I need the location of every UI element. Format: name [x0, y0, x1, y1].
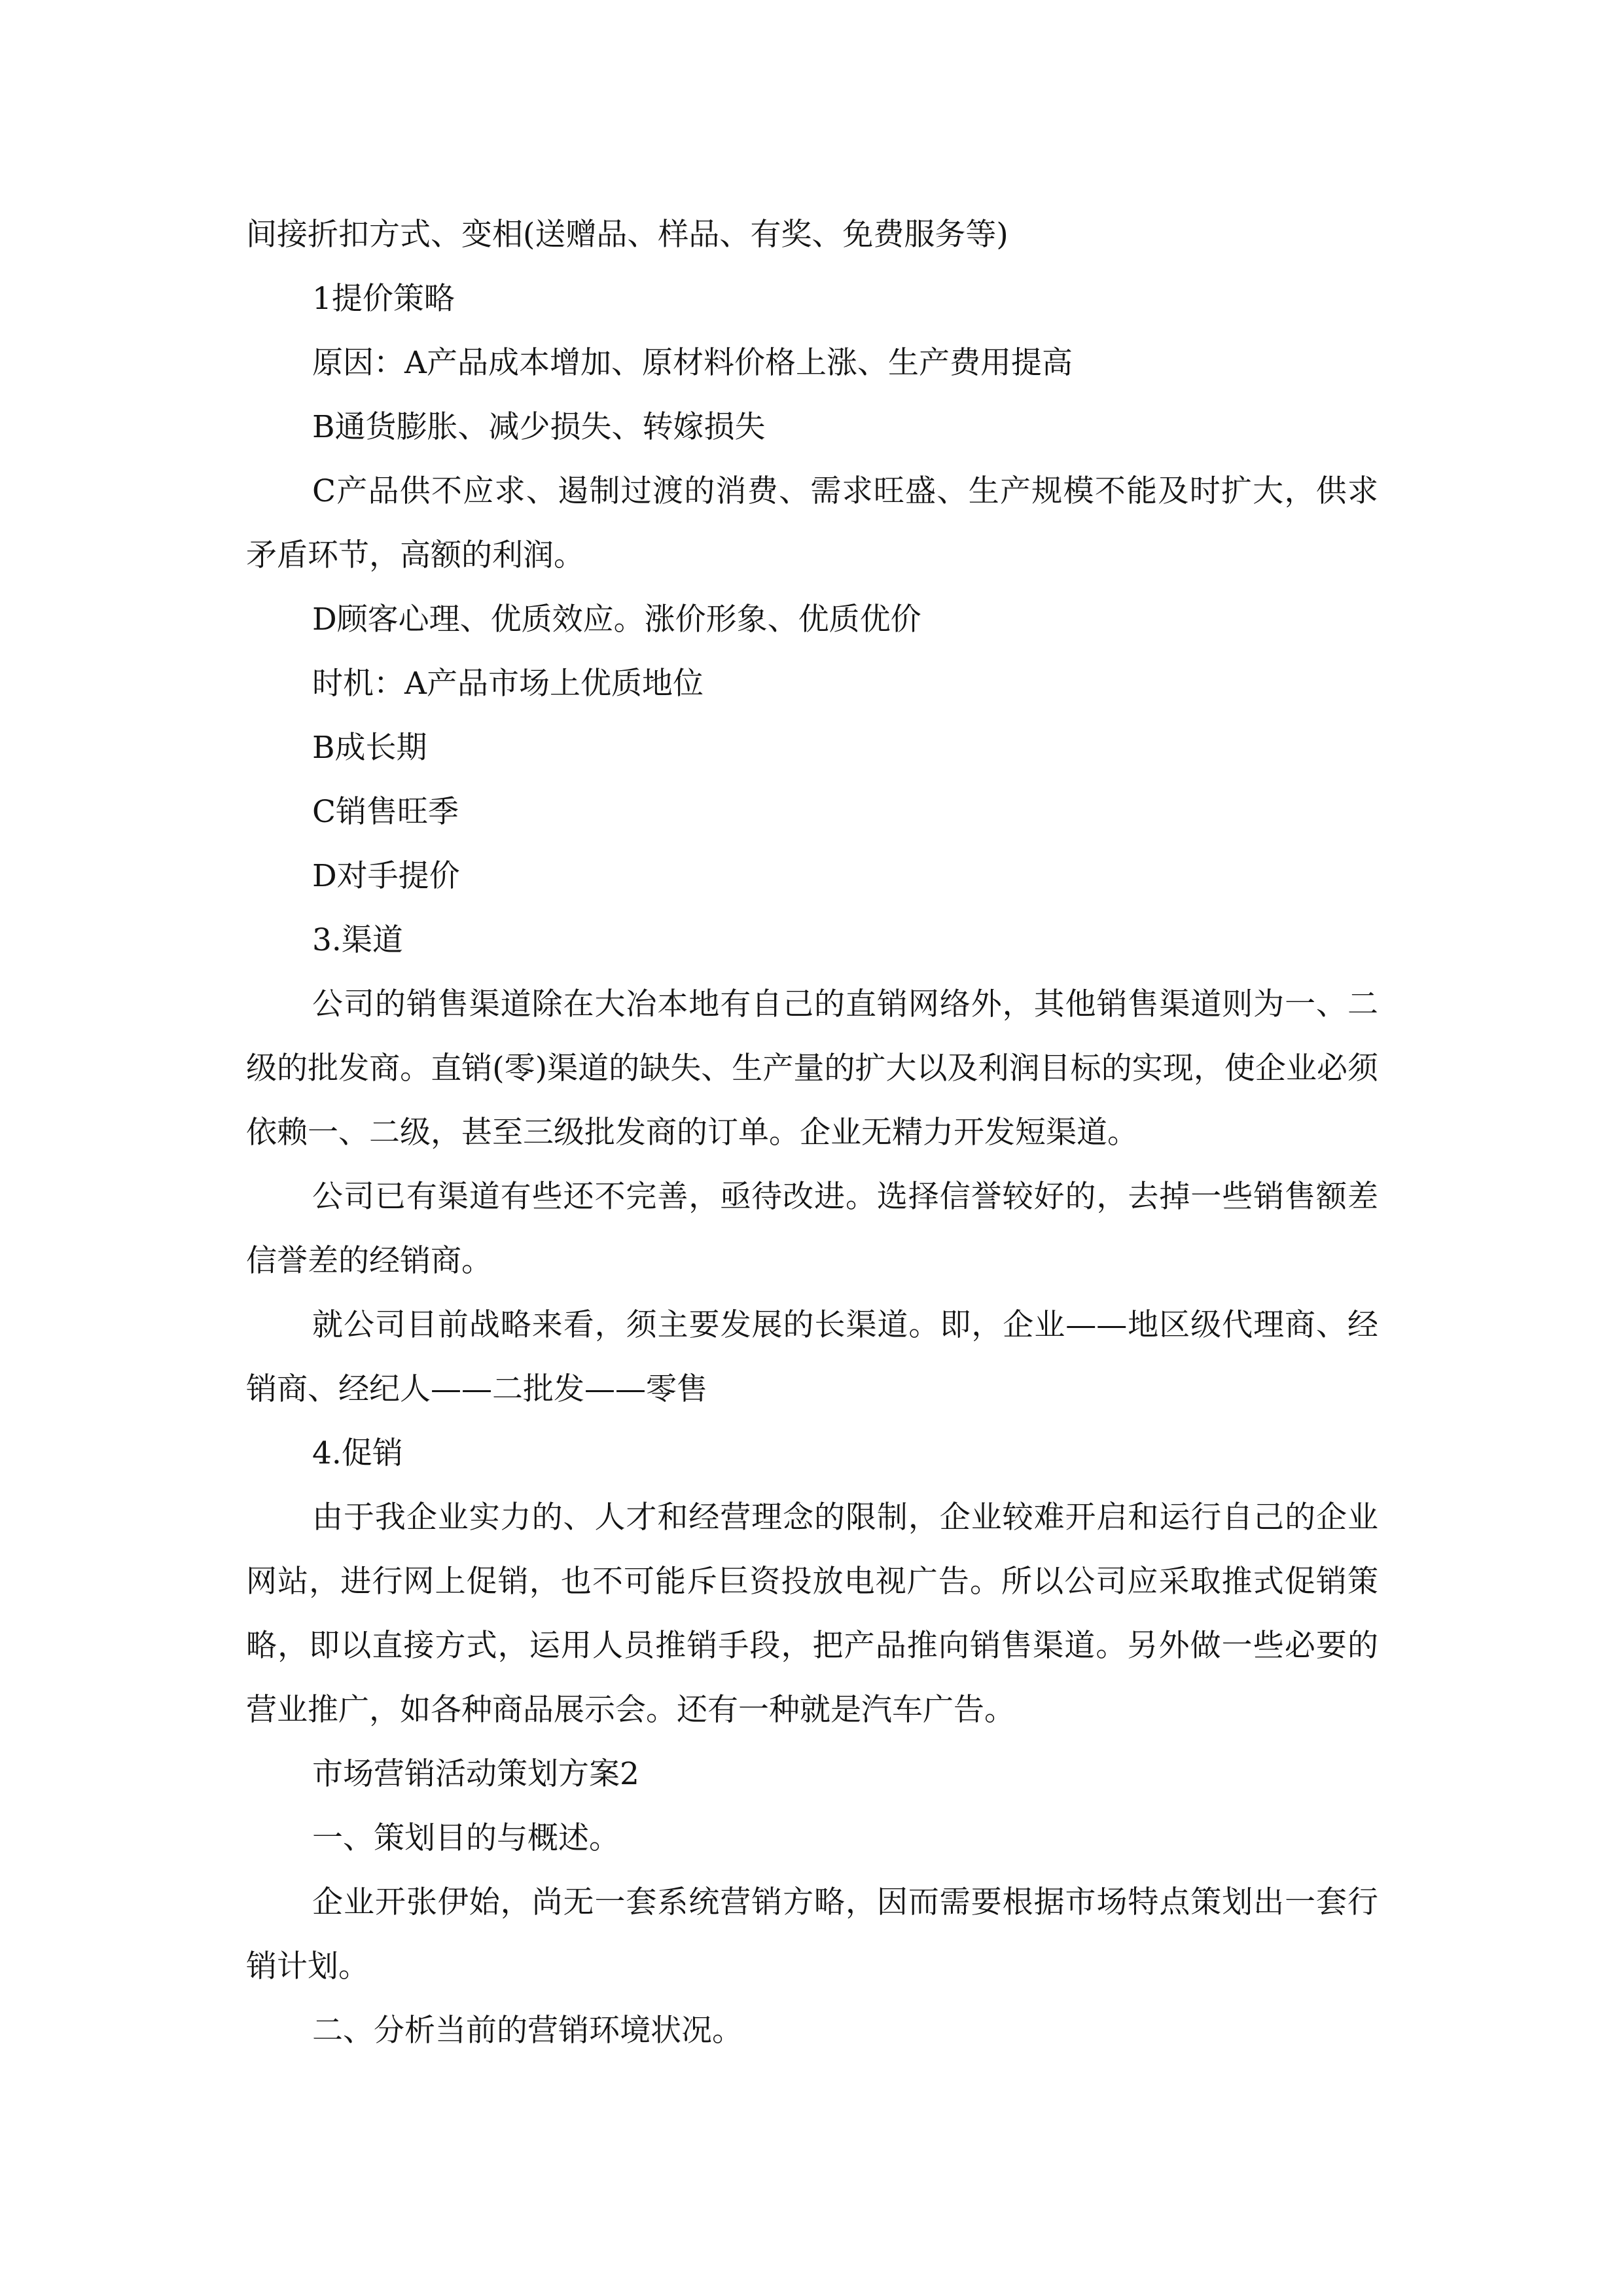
document-title: 市场营销活动策划方案2 [312, 1756, 639, 1792]
paragraph: 时机：A产品市场上优质地位 [312, 666, 704, 702]
section-heading: 二、分析当前的营销环境状况。 [312, 2013, 743, 2049]
paragraph: D顾客心理、优质效应。涨价形象、优质优价 [312, 601, 921, 637]
paragraph: C销售旺季 [312, 794, 459, 830]
paragraph: 公司的销售渠道除在大冶本地有自己的直销网络外，其他销售渠道则为一、二级的批发商。直销(零)渠道的缺失、生产量的扩大以及利润目标的实现，使企业必须依赖一、二级，甚至三级批发商的订单。企业无精力开发短渠道。 [246, 986, 1378, 1151]
paragraph: 间接折扣方式、变相(送赠品、样品、有奖、免费服务等) [246, 217, 1008, 253]
paragraph: 由于我企业实力的、人才和经营理念的限制，企业较难开启和运行自己的企业网站，进行网上促销，也不可能斥巨资投放电视广告。所以公司应采取推式促销策略，即以直接方式，运用人员推销手段，把产品推向销售渠道。另外做一些必要的营业推广，如各种商品展示会。还有一种就是汽车广告。 [246, 1499, 1378, 1728]
paragraph: C产品供不应求、遏制过渡的消费、需求旺盛、生产规模不能及时扩大，供求矛盾环节，高额的利润。 [246, 473, 1378, 573]
section-heading: 3.渠道 [312, 922, 403, 958]
paragraph: 公司已有渠道有些还不完善，亟待改进。选择信誉较好的，去掉一些销售额差信誉差的经销商。 [246, 1179, 1378, 1279]
section-heading: 一、策划目的与概述。 [312, 1820, 620, 1856]
paragraph: 企业开张伊始，尚无一套系统营销方略，因而需要根据市场特点策划出一套行销计划。 [246, 1884, 1378, 1984]
paragraph: D对手提价 [312, 858, 460, 894]
paragraph: 原因：A产品成本增加、原材料价格上涨、生产费用提高 [312, 345, 1073, 381]
paragraph: 就公司目前战略来看，须主要发展的长渠道。即，企业——地区级代理商、经销商、经纪人——二批发——零售 [246, 1307, 1378, 1407]
paragraph: 1提价策略 [312, 281, 455, 317]
section-heading: 4.促销 [312, 1435, 403, 1471]
document-body [246, 203, 1378, 2063]
paragraph: B成长期 [312, 730, 427, 766]
paragraph: B通货膨胀、减少损失、转嫁损失 [312, 409, 766, 445]
